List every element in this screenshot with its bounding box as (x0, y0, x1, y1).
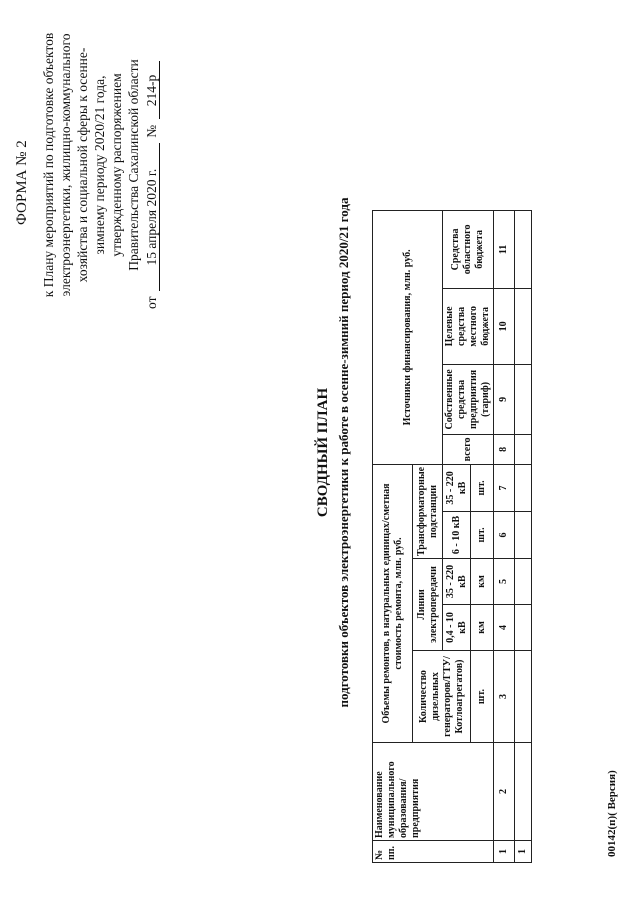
header-diesel-generators: Количество дизельных генераторов/ГТУ/Котлоагрегатов) (413, 651, 471, 743)
column-number: 3 (494, 651, 515, 743)
column-number: 11 (494, 210, 515, 288)
header-lines-low-voltage: 0,4 - 10 кВ (443, 605, 471, 651)
column-number-row (494, 210, 515, 862)
cell-own-funds (515, 364, 532, 434)
column-number: 5 (494, 559, 515, 605)
header-local-budget: Целевые средства местного бюджета (443, 288, 494, 364)
cell-lines-low (515, 605, 532, 651)
cell-substations-high (515, 464, 532, 511)
cell-regional-budget (515, 210, 532, 288)
column-number: 9 (494, 364, 515, 434)
number-prefix: № (144, 124, 159, 138)
header-financing-total: всего (443, 434, 494, 464)
approval-line: к Плану мероприятий по подготовке объектов (41, 32, 56, 298)
form-number-title: ФОРМА № 2 (14, 140, 30, 225)
header-repair-volumes: Объемы ремонтов, в натуральных единицах/сметная стоимость ремонта, млн. руб. (373, 464, 413, 742)
header-substations-low-voltage: 6 - 10 кВ (443, 511, 471, 558)
cell-substations-low (515, 511, 532, 558)
approval-line: утвержденному распоряжением (109, 73, 124, 257)
cell-diesel (515, 651, 532, 743)
header-row-number: № пп. (373, 841, 494, 863)
approval-line: хозяйства и социальной сферы к осенне- (75, 47, 90, 283)
column-number: 7 (494, 464, 515, 511)
header-transformer-substations: Трансформаторные подстанции (413, 464, 443, 558)
column-number: 1 (494, 841, 515, 863)
approval-line: электроэнергетики, жилищно-коммунального (58, 33, 73, 297)
unit-diesel: шт. (471, 651, 494, 743)
header-substations-high-voltage: 35 - 220 кВ (443, 464, 471, 511)
header-municipality: Наименование муниципального образования/предприятия (373, 743, 494, 841)
header-power-lines: Линии электропередачи (413, 559, 443, 651)
footer-document-code: 00142(п)( Версия) (606, 770, 618, 857)
cell-municipality (515, 743, 532, 841)
column-number: 4 (494, 605, 515, 651)
date-prefix: от (144, 296, 159, 309)
summary-plan-table (372, 210, 532, 863)
header-regional-budget: Средства областного бюджета (443, 210, 494, 288)
approval-line: Правительства Сахалинской области (126, 59, 141, 271)
column-number: 8 (494, 434, 515, 464)
unit-lines-high: км (471, 559, 494, 605)
header-own-funds: Собственные средства предприятия (тариф) (443, 364, 494, 434)
approval-block (40, 15, 160, 315)
unit-lines-low: км (471, 605, 494, 651)
table-row (515, 210, 532, 862)
cell-financing-total (515, 434, 532, 464)
column-number: 6 (494, 511, 515, 558)
approval-number: 214-р (144, 62, 160, 120)
header-lines-high-voltage: 35 - 220 кВ (443, 559, 471, 605)
cell-local-budget (515, 288, 532, 364)
approval-date: 15 апреля 2020 г. (144, 143, 160, 291)
column-number: 2 (494, 743, 515, 841)
approval-date-line (143, 15, 160, 315)
unit-substations-low: шт. (471, 511, 494, 558)
approval-line: зимнему периоду 2020/21 года, (92, 75, 107, 255)
unit-substations-high: шт. (471, 464, 494, 511)
header-financing-sources: Источники финансирования, млн. руб. (373, 210, 443, 464)
document-title: СВОДНЫЙ ПЛАН (315, 387, 331, 518)
column-number: 10 (494, 288, 515, 364)
cell-row-number: 1 (515, 841, 532, 863)
cell-lines-high (515, 559, 532, 605)
document-subtitle: подготовки объектов электроэнергетики к работе в осенне-зимний период 2020/21 года (336, 197, 351, 708)
